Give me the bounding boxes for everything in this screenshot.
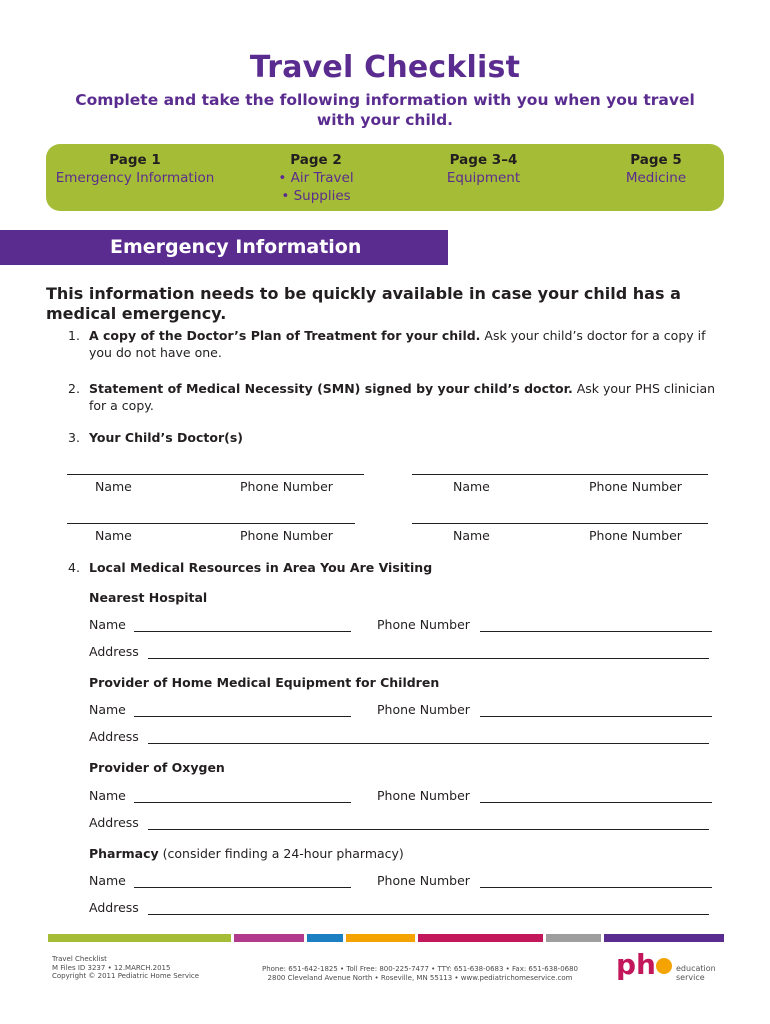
equipment-name-line[interactable] xyxy=(134,716,351,717)
doctor-2-name-label: Name xyxy=(453,479,490,494)
page-3-4-item: Equipment xyxy=(446,170,521,186)
hospital-name-label: Name xyxy=(89,617,126,632)
item-1-bold: A copy of the Doctor’s Plan of Treatment for your child. xyxy=(89,328,481,343)
oxygen-address-line[interactable] xyxy=(148,829,709,830)
pharmacy-title: Pharmacy xyxy=(89,846,159,861)
oxygen-phone-line[interactable] xyxy=(480,802,712,803)
page-3-4-label: Page 3–4 xyxy=(449,152,518,168)
item-2-number: 2. xyxy=(68,381,80,396)
item-2-text: Ask your PHS clinician for a copy. xyxy=(89,381,716,413)
item-3-number: 3. xyxy=(68,430,80,445)
equipment-address-label: Address xyxy=(89,729,139,744)
footer-bar-magenta xyxy=(418,934,543,942)
doctor-1-phone-label: Phone Number xyxy=(240,479,333,494)
item-4-bold: Local Medical Resources in Area You Are Visiting xyxy=(89,560,433,575)
doctor-2-phone-label: Phone Number xyxy=(589,479,682,494)
oxygen-name-label: Name xyxy=(89,788,126,803)
item-4 xyxy=(68,559,432,576)
page-2-label: Page 2 xyxy=(290,152,342,168)
page-subtitle: Complete and take the following information with you when you travel with your child. xyxy=(75,91,695,129)
footer-bar-pink xyxy=(234,934,304,942)
footer-bar-purple xyxy=(604,934,724,942)
pharmacy-name-line[interactable] xyxy=(134,887,351,888)
equipment-address-line[interactable] xyxy=(148,743,709,744)
item-3 xyxy=(68,429,243,446)
item-1-number: 1. xyxy=(68,328,80,343)
pharmacy-address-line[interactable] xyxy=(148,914,709,915)
item-1 xyxy=(68,327,718,361)
hospital-heading: Nearest Hospital xyxy=(89,590,208,605)
hospital-phone-line[interactable] xyxy=(480,631,712,632)
footer-doc-id: M Files ID 3237 • 12.MARCH.2015 xyxy=(52,963,171,972)
footer-contact: Phone: 651-642-1825 • Toll Free: 800-225-7477 • TTY: 651-638-0683 • Fax: 651-638-0680 xyxy=(261,965,579,973)
oxygen-address-label: Address xyxy=(89,815,139,830)
hospital-phone-label: Phone Number xyxy=(377,617,470,632)
intro-text: This information needs to be quickly available in case your child has a medical emergency. xyxy=(46,284,681,323)
doctor-1-line[interactable] xyxy=(67,474,364,475)
footer-address: 2800 Cleveland Avenue North • Roseville, MN 55113 • www.pediatrichomeservice.com xyxy=(267,973,573,982)
doctor-3-phone-label: Phone Number xyxy=(240,528,333,543)
item-3-bold: Your Child’s Doctor(s) xyxy=(89,430,244,445)
equipment-phone-line[interactable] xyxy=(480,716,712,717)
footer-doc-title: Travel Checklist xyxy=(52,955,107,963)
item-4-number: 4. xyxy=(68,560,80,575)
pharmacy-phone-line[interactable] xyxy=(480,887,712,888)
equipment-heading: Provider of Home Medical Equipment for Children xyxy=(89,675,440,690)
footer-left xyxy=(52,955,199,981)
equipment-phone-label: Phone Number xyxy=(377,702,470,717)
doctor-3-name-label: Name xyxy=(95,528,132,543)
oxygen-heading: Provider of Oxygen xyxy=(89,760,225,775)
hospital-address-line[interactable] xyxy=(148,658,709,659)
logo-sub-1: education xyxy=(676,964,716,973)
oxygen-name-line[interactable] xyxy=(134,802,351,803)
logo-sub-2: service xyxy=(676,973,705,982)
doctor-4-name-label: Name xyxy=(453,528,490,543)
page-3-4-column xyxy=(416,151,551,187)
doctor-1-name-label: Name xyxy=(95,479,132,494)
logo-letters: ph xyxy=(616,948,656,981)
doctor-4-phone-label: Phone Number xyxy=(589,528,682,543)
page-5-label: Page 5 xyxy=(630,152,682,168)
footer-bar-green xyxy=(48,934,231,942)
doctor-3-line[interactable] xyxy=(67,523,355,524)
phs-logo xyxy=(616,948,726,988)
page-1-label: Page 1 xyxy=(109,152,161,168)
item-2-bold: Statement of Medical Necessity (SMN) signed by your child’s doctor. xyxy=(89,381,573,396)
pharmacy-name-label: Name xyxy=(89,873,126,888)
page-5-column xyxy=(591,151,721,187)
item-2 xyxy=(68,380,728,414)
footer-bar-gray xyxy=(546,934,601,942)
page-5-item: Medicine xyxy=(625,170,687,186)
logo-dot xyxy=(656,958,672,974)
pharmacy-phone-label: Phone Number xyxy=(377,873,470,888)
pharmacy-address-label: Address xyxy=(89,900,139,915)
section-title: Emergency Information xyxy=(110,236,362,258)
page-1-column xyxy=(50,151,220,187)
hospital-name-line[interactable] xyxy=(134,631,351,632)
page-2-column xyxy=(236,151,396,205)
footer-bar-orange xyxy=(346,934,415,942)
page-2-item-air-travel: • Air Travel xyxy=(278,170,354,186)
page-1-item: Emergency Information xyxy=(55,170,215,186)
footer-bar-blue xyxy=(307,934,343,942)
item-1-text: Ask your child’s doctor for a copy if you do not have one. xyxy=(89,328,706,360)
pharmacy-heading xyxy=(89,846,404,861)
hospital-address-label: Address xyxy=(89,644,139,659)
equipment-name-label: Name xyxy=(89,702,126,717)
doctor-2-line[interactable] xyxy=(412,474,708,475)
page-title: Travel Checklist xyxy=(249,50,521,85)
logo-subtext xyxy=(676,964,716,982)
pages-overview-bar xyxy=(46,144,724,211)
pharmacy-note: (consider finding a 24-hour pharmacy) xyxy=(158,846,404,861)
oxygen-phone-label: Phone Number xyxy=(377,788,470,803)
page-2-item-supplies: • Supplies xyxy=(281,188,351,204)
doctor-4-line[interactable] xyxy=(412,523,708,524)
footer-center xyxy=(250,965,590,982)
footer-copyright: Copyright © 2011 Pediatric Home Service xyxy=(52,972,200,980)
